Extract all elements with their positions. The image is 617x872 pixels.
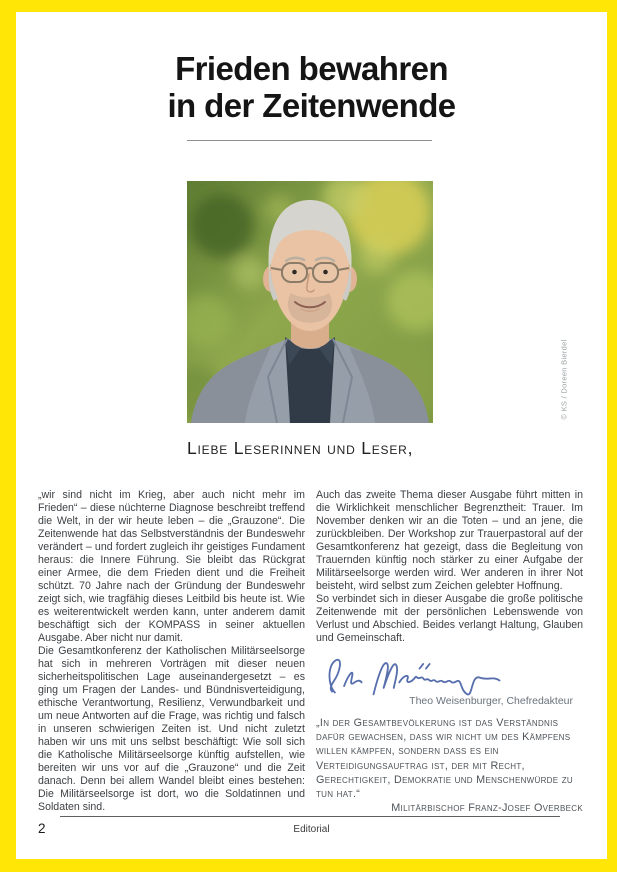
signature-handwriting [318,652,510,698]
page-title-line2: in der Zeitenwende [167,87,456,124]
page-title [16,50,607,124]
footer-divider [60,816,560,817]
body-left-column [38,489,305,815]
quote-attribution: Militärbischof Franz-Josef Overbeck [391,802,583,815]
paragraph: „wir sind nicht im Krieg, aber auch nicht mehr im Frieden“ – diese nüchterne Diagnose beschreibt treffend die Welt, in der wir heute leben – die „Grauzone“. Die Zeitenwende hat das Selbstverständnis der Bundeswehr verändert – und fordert zugleich ihr geistiges Fundament heraus: die Innere Führung. Sie bleibt das Rückgrat einer Armee, die dem Frieden dient und die Freiheit schützt. 70 Jahre nach der Gründung der Bundeswehr zeigt sich, wie tragfähig dieses Leitbild bis heute ist. Wie es weiterentwickelt werden kann, unter anderem damit beschäftigt sich der KOMPASS in seiner aktuellen Ausgabe. Aber nicht nur damit. [38,489,305,644]
greeting-heading: Liebe Leserinnen und Leser, [187,438,414,458]
pull-quote: „In der Gesamtbevölkerung ist das Verständnis dafür gewachsen, dass wir nicht um des Kämpfens willen kämpfen, sondern dass es ein Verteidigungsauftrag ist, der mit Recht, Gerechtigkeit, Demokratie und Menschenwürde zu tun hat.“ [316,717,573,801]
signoff-name: Theo Weisenburger, Chefredakteur [409,695,573,707]
page-title-line1: Frieden bewahren [175,50,448,87]
paragraph: Die Gesamtkonferenz der Katholischen Militärseelsorge hat sich in mehreren Vorträgen mit dieser neuen sicherheitspolitischen Lage auseinandergesetzt – es ging um Fragen der Landes- und Bündnisverteidigung, ethische Verantwortung, Resilienz, Verwundbarkeit und um neue Antworten auf die Frage, was richtig und falsch in unseren schwierigen Zeiten ist. Und nicht zuletzt haben wir uns mit uns selbst beschäftigt: Wie soll sich die Katholische Militärseelsorge künftig aufstellen, wie bereiten wir uns vor auf die „Grauzone“ und die Zeit danach. Denn bei allem Wandel bleibt eines bestehen: Die Militärseelsorge ist dort, wo die Soldatinnen und Soldaten sind. [38,645,305,813]
portrait-photo-illustration [187,181,433,423]
page-content-area [16,12,607,859]
paragraph: Auch das zweite Thema dieser Ausgabe führt mitten in die Wirklichkeit menschlicher Begrenztheit: Trauer. Im November denken wir an die Toten – und an jene, die zurückbleiben. Der Workshop zur Trauerpastoral auf der Gesamtkonferenz hat gezeigt, dass die Begleitung von Trauernden künftig noch stärker zu einer Aufgabe der Militärseelsorge werden wird. Wer anderen in ihrer Not beisteht, wird selbst zum Zeichen gelebter Hoffnung. [316,489,583,592]
page-number: 2 [38,821,46,836]
paragraph: So verbindet sich in dieser Ausgabe die große politische Zeitenwende mit der persönlichen Lebenswende von Verlust und Abschied. Beides verlangt Haltung, Glauben und Gemeinschaft. [316,593,583,644]
title-divider [187,140,432,141]
section-label: Editorial [293,824,330,835]
body-columns [38,489,583,815]
portrait-photo [187,181,433,423]
photo-credit: © KS / Doreen Bierdel [559,339,569,420]
body-right-column [316,489,583,815]
